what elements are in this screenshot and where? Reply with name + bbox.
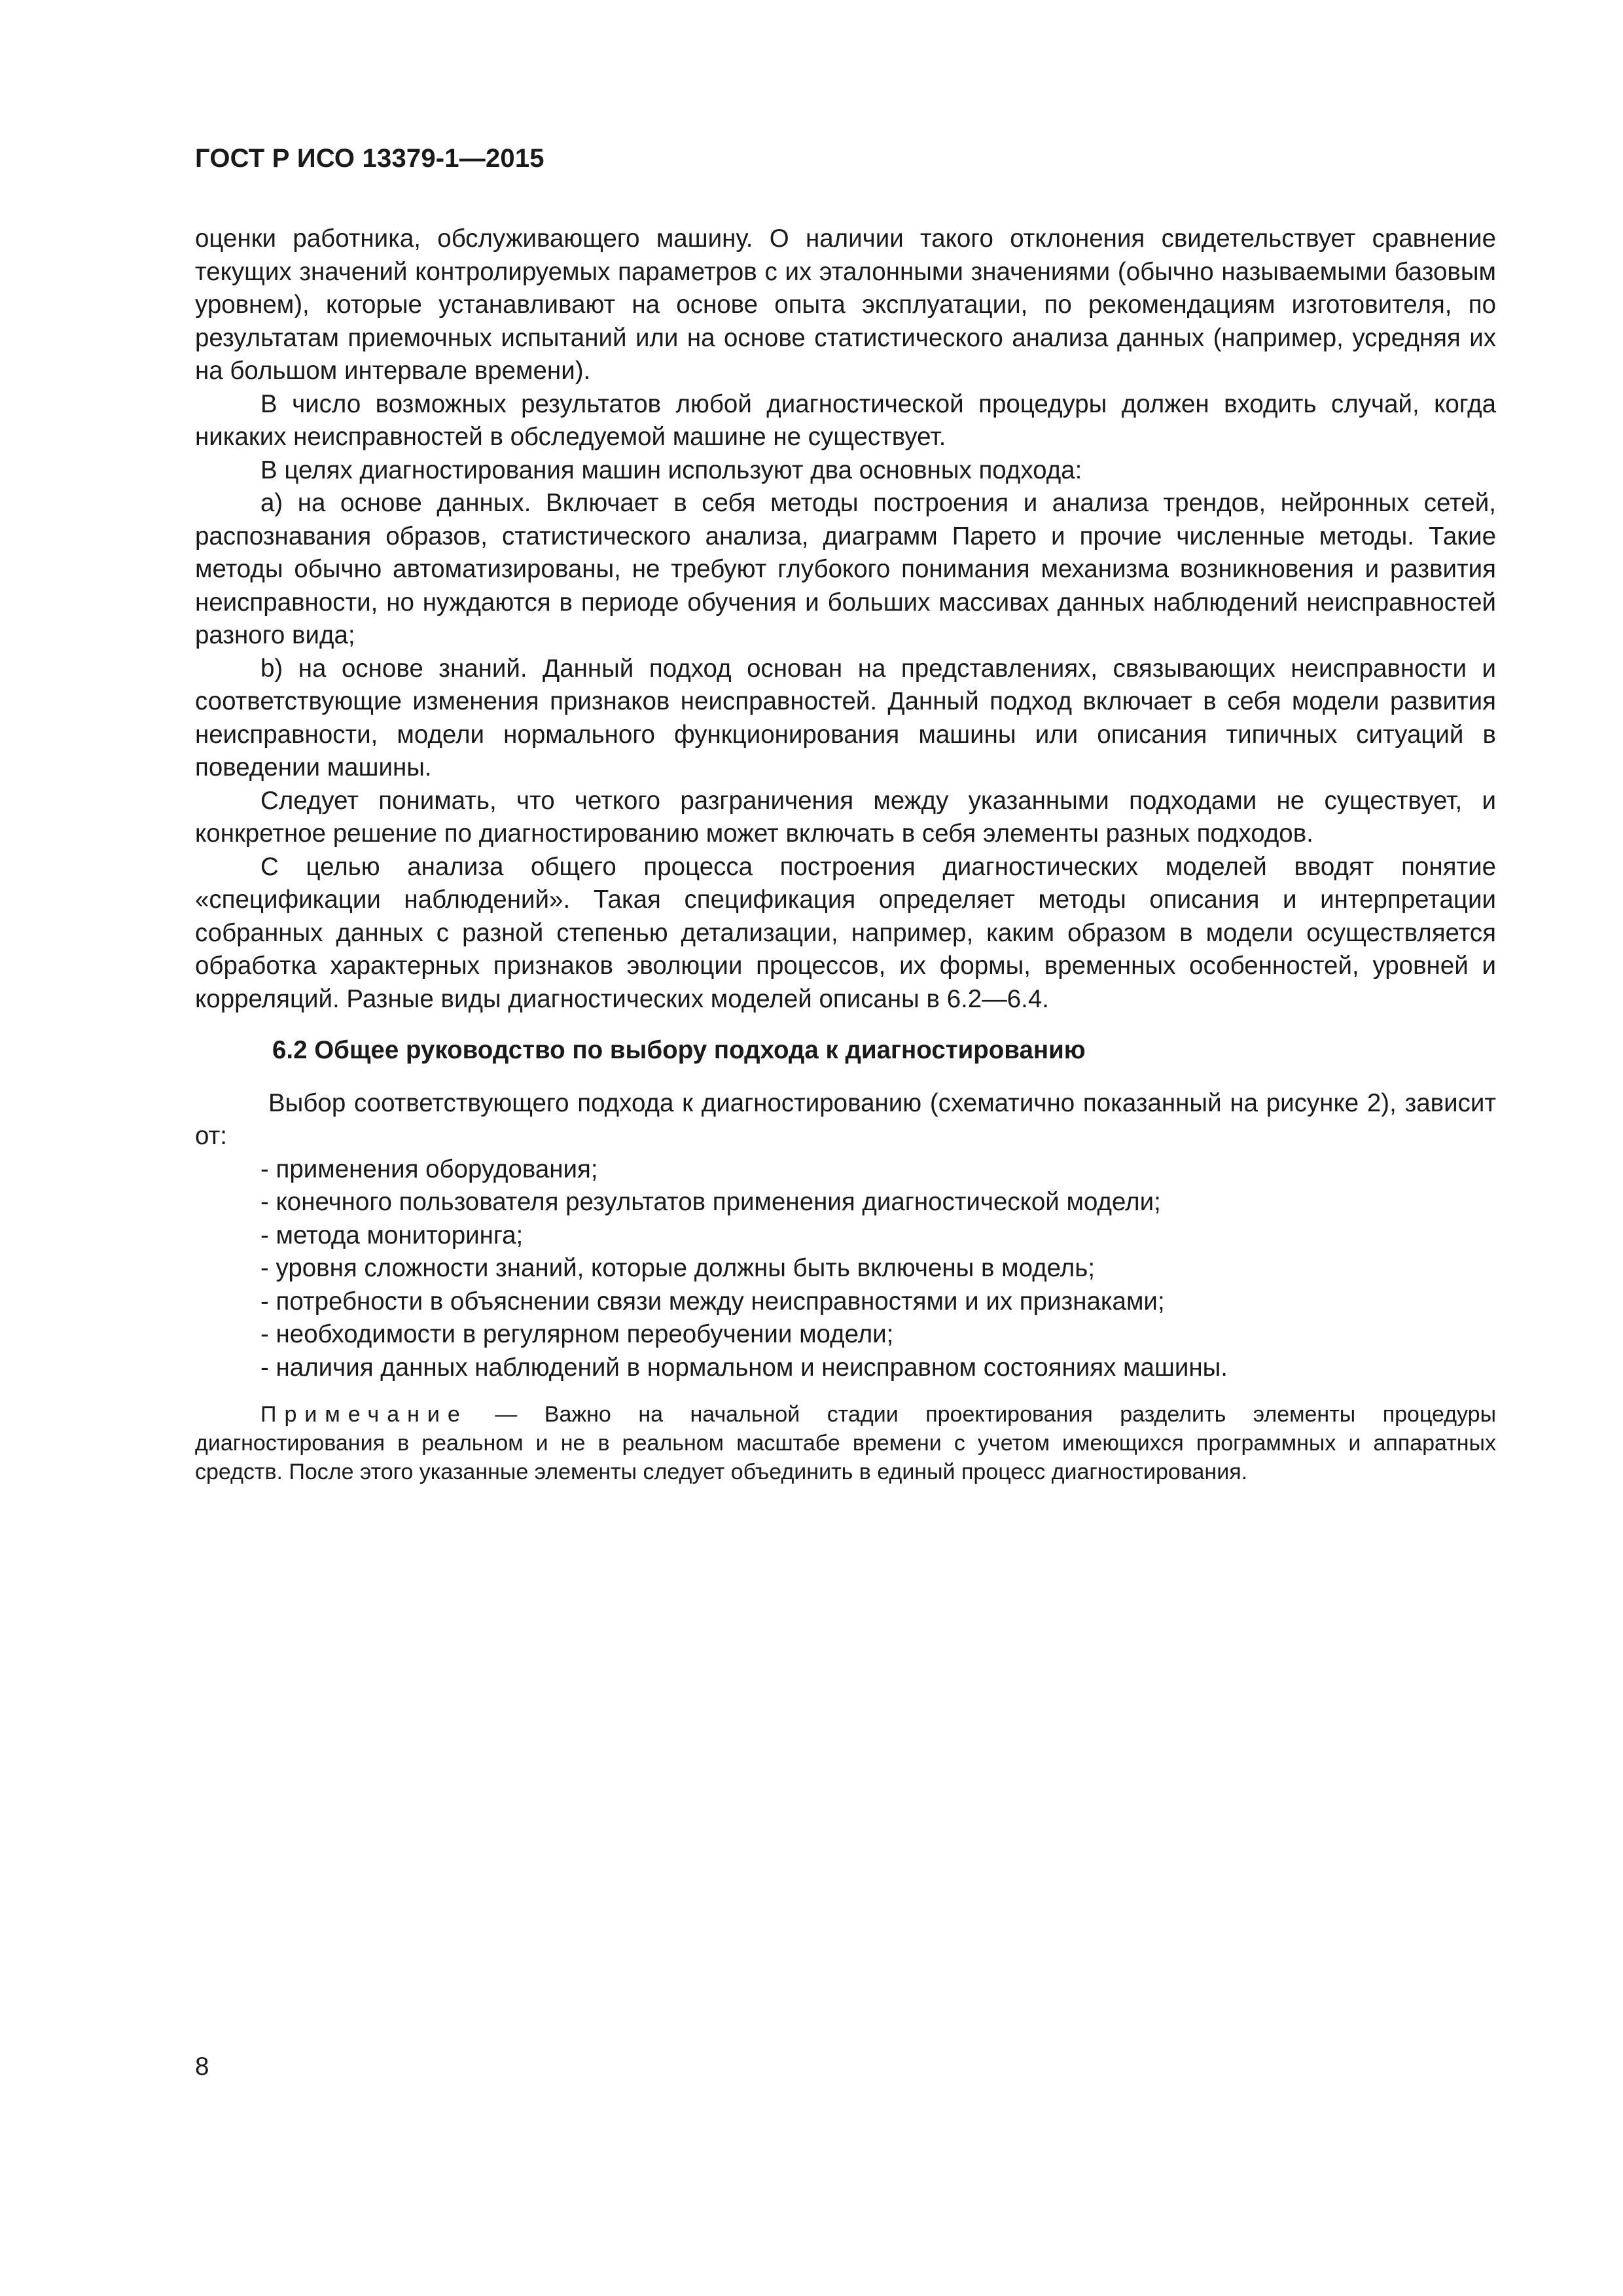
page-number: 8 [195, 2053, 209, 2081]
list-item: - потребности в объяснении связи между неисправностями и их признаками; [260, 1287, 1165, 1316]
paragraph-two-approaches: В целях диагностирования машин используют два основных подхода: [260, 456, 1082, 484]
section-intro: Выбор соответствующего подхода к диагностированию (схематично показанный на рисунке 2), зависит от: [195, 1088, 1496, 1150]
criteria-list [195, 1153, 1496, 1385]
paragraph-no-strict-boundary: Следует понимать, что четкого разграничения между указанными подходами не существует, и конкретное решение по диагностированию может включать в себя элементы разных подходов. [195, 786, 1496, 848]
document-body [195, 223, 1496, 1486]
paragraph-data-approach: a) на основе данных. Включает в себя методы построения и анализа трендов, нейронных сетей, распознавания образов, статистического анализа, диаграмм Парето и прочие численные методы. Такие методы обычно автоматизированы, не требуют глубокого понимания механизма возникновения и развития неисправности, но нуждаются в периоде обучения и больших массивах данных наблюдений неисправностей разного вида; [195, 489, 1496, 649]
note-text: — Важно на начальной стадии проектирования разделить элементы процедуры диагностирования в реальном и не в реальном масштабе времени с учетом имеющихся программных и аппаратных средств. После этого указанные элементы следует объединить в единый процесс диагностирования. [195, 1402, 1496, 1484]
list-item: - метода мониторинга; [260, 1221, 524, 1249]
list-item: - применения оборудования; [260, 1155, 598, 1183]
list-item: - наличия данных наблюдений в нормальном и неисправном состояниях машины. [260, 1353, 1228, 1382]
note-label: Примечание [260, 1402, 468, 1427]
document-header: ГОСТ Р ИСО 13379-1—2015 [195, 144, 544, 173]
list-item: - конечного пользователя результатов применения диагностической модели; [260, 1188, 1161, 1216]
list-item: - необходимости в регулярном переобучении модели; [260, 1320, 894, 1348]
paragraph-continuation: оценки работника, обслуживающего машину. О наличии такого отклонения свидетельствует сравнение текущих значений контролируемых параметров с их эталонными значениями (обычно называемыми базовым уровнем), которые устанавливают на основе опыта эксплуатации, по рекомендациям изготовителя, по результатам приемочных испытаний или на основе статистического анализа данных (например, усредняя их на большом интервале времени). [195, 224, 1496, 385]
paragraph-no-faults: В число возможных результатов любой диагностической процедуры должен входить случай, когда никаких неисправностей в обследуемой машине не существует. [195, 389, 1496, 451]
list-item: - уровня сложности знаний, которые должны быть включены в модель; [260, 1254, 1096, 1282]
note [195, 1400, 1496, 1486]
paragraph-knowledge-approach: b) на основе знаний. Данный подход основан на представлениях, связывающих неисправности и соответствующие изменения признаков неисправностей. Данный подход включает в себя модели развития неисправности, модели нормального функционирования машины или описания типичных ситуаций в поведении машины. [195, 654, 1496, 781]
paragraph-observation-spec: С целью анализа общего процесса построения диагностических моделей вводят понятие «спецификации наблюдений». Такая спецификация определяет методы описания и интерпретации собранных данных с разной степенью детализации, например, каким образом в модели осуществляется обработка характерных признаков эволюции процессов, их формы, временных особенностей, уровней и корреляций. Разные виды диагностических моделей описаны в 6.2—6.4. [195, 852, 1496, 1013]
section-heading: 6.2 Общее руководство по выбору подхода к диагностированию [272, 1036, 1086, 1064]
